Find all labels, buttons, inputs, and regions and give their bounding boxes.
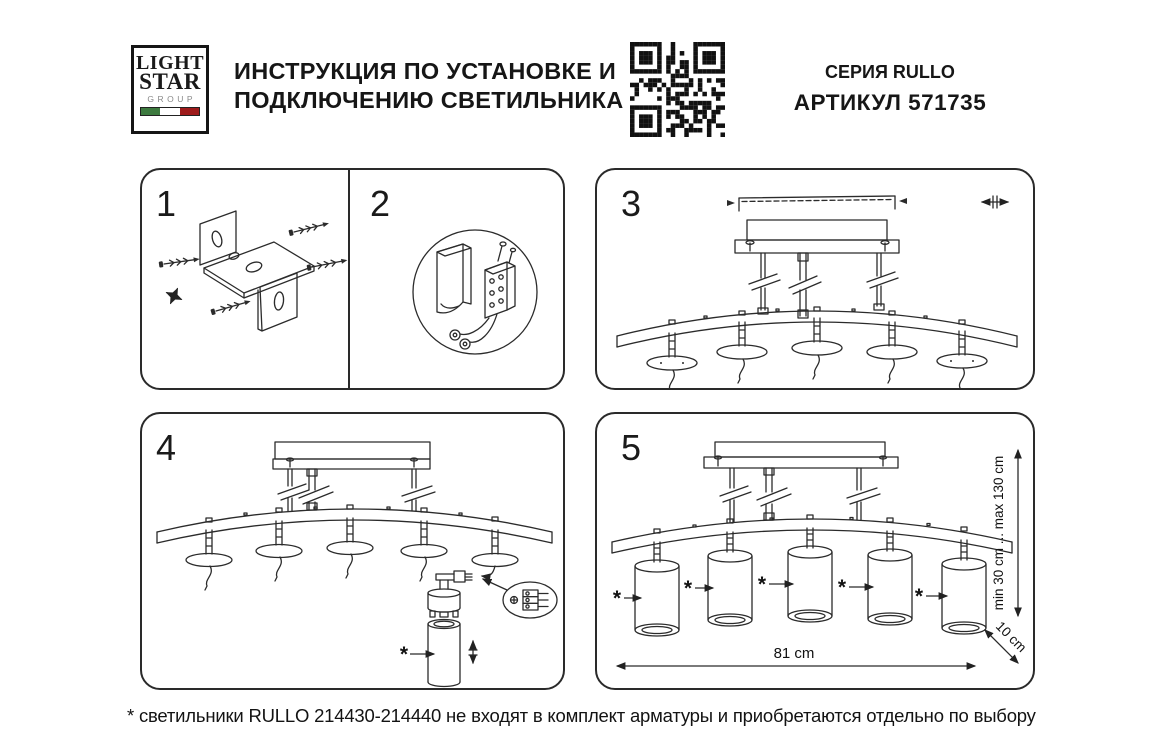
- svg-text:10 cm: 10 cm: [992, 618, 1030, 656]
- lamp-holder-stems: [647, 318, 987, 388]
- page-title-line2: ПОДКЛЮЧЕНИЮ СВЕТИЛЬНИКА: [234, 87, 624, 113]
- screw-dowel: [159, 256, 200, 268]
- suspension-rods: [278, 469, 435, 511]
- canopy-plate: [735, 240, 899, 253]
- svg-text:min 30 cm ... max 130 cm: min 30 cm ... max 130 cm: [991, 455, 1006, 611]
- panel-step-3: [595, 168, 1035, 390]
- canopy-box: [747, 220, 887, 240]
- footnote: * светильники RULLO 214430-214440 не входят в комплект арматуры и приобретаются отдельно по выбору: [127, 705, 1036, 726]
- page-title-line1: ИНСТРУКЦИЯ ПО УСТАНОВКЕ И: [234, 58, 617, 84]
- step-3-number: 3: [621, 183, 642, 224]
- svg-text:*: *: [612, 587, 622, 610]
- screw-dowel: [288, 220, 329, 236]
- step-4-number: 4: [156, 427, 177, 468]
- bracket-and-wiring-diagram: [142, 170, 563, 388]
- suspension-rods: [749, 253, 898, 318]
- svg-text:*: *: [837, 576, 847, 599]
- svg-text:81 cm: 81 cm: [773, 645, 815, 662]
- panel-steps-1-2: [140, 168, 565, 390]
- connection-cable: [482, 566, 495, 576]
- depth-dimension: [985, 619, 1029, 663]
- shade-pointer: [400, 643, 434, 666]
- logo-word-group: GROUP: [147, 94, 197, 104]
- svg-text:*: *: [683, 577, 693, 600]
- step-2-number: 2: [370, 183, 391, 224]
- screw-icon: [982, 196, 1008, 208]
- screw-dowel: [210, 298, 251, 315]
- svg-text:*: *: [914, 585, 924, 608]
- curved-rail: [157, 505, 552, 543]
- logo-word-star: STAR: [139, 69, 201, 94]
- canopy: [273, 442, 430, 469]
- step-1-number: 1: [156, 183, 177, 224]
- wiring-detail-diagram: [413, 230, 537, 354]
- plate-screws: [746, 241, 889, 251]
- svg-text:*: *: [399, 643, 409, 666]
- panel-step-4: [140, 412, 565, 690]
- dimensions-diagram: [597, 414, 1033, 688]
- mounting-bar: [727, 196, 907, 211]
- panel-step-5: [595, 412, 1035, 690]
- step-5-number: 5: [621, 427, 642, 468]
- mounting-bracket-diagram: [159, 211, 348, 331]
- width-dimension: [617, 645, 975, 666]
- shade-connection-diagram: [142, 414, 563, 688]
- series-label: СЕРИЯ RULLO: [825, 62, 955, 82]
- product-info: [770, 62, 1010, 116]
- suspension-rods: [720, 468, 880, 522]
- height-dimension: [991, 450, 1018, 616]
- logo-word-light: LIGHT: [135, 52, 205, 74]
- frame-assembly-diagram: [597, 170, 1033, 388]
- rullo-lamp: [428, 571, 472, 687]
- terminal-block: [485, 242, 516, 318]
- page-title: [234, 57, 624, 115]
- lightstar-logo: [131, 45, 209, 134]
- screw-icon: [469, 641, 477, 663]
- svg-text:*: *: [757, 573, 767, 596]
- terminal-detail-bubble: [483, 579, 557, 618]
- qr-code: [630, 42, 725, 137]
- wires: [450, 314, 497, 349]
- screw-dowel: [307, 257, 348, 271]
- shade-pointers: [613, 573, 947, 610]
- article-number: АРТИКУЛ 571735: [793, 90, 987, 115]
- screw-icon: [163, 285, 184, 306]
- italian-flag-bar: [140, 107, 200, 116]
- canopy: [704, 442, 898, 468]
